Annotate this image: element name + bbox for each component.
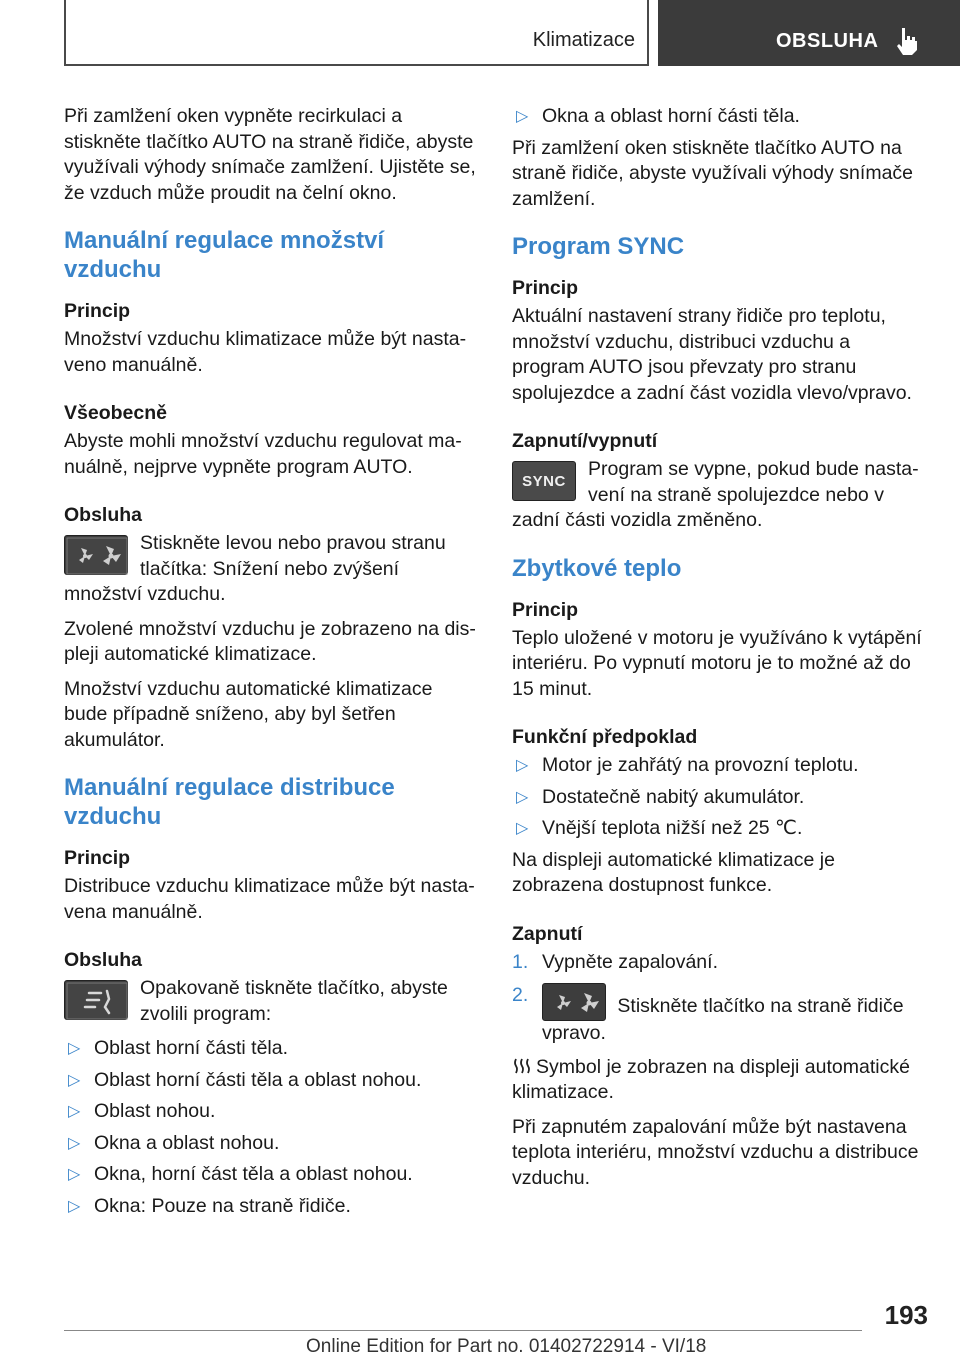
section-title-air-volume: Manuální regulace množství vzduchu	[64, 227, 385, 283]
subheading-princip: Princip	[64, 847, 131, 869]
list-item: ▷ Okna: Pouze na straně řidiče.	[64, 1194, 476, 1220]
step-number: 1.	[512, 950, 529, 973]
left-column	[64, 104, 476, 1225]
paragraph: Abyste mohli množství vzduchu regulovat manuálně, nejprve vypněte program AUTO.	[64, 430, 462, 478]
subheading-operation: Obsluha	[64, 949, 143, 971]
step-text: Stiskněte tlačítko na straně řidiče vpravo.	[542, 995, 904, 1044]
air-distribution-button-icon	[64, 980, 128, 1020]
intro-paragraph: Při zamlžení oken vypněte recirkulaci a stiskněte tlačítko AUTO na straně řidiče, abyste využívali výhody snímače zamlžení. Ujistěte se, že vzduch může proudit na čelní okno.	[64, 105, 476, 204]
paragraph: Na displeji automatické klimatizace je zobrazena dostupnost funkce.	[512, 848, 835, 896]
operation-row	[64, 531, 476, 608]
list-item: ▷ Okna a oblast horní části těla.	[512, 104, 924, 130]
list-item: ▷ Oblast horní části těla.	[64, 1036, 476, 1062]
sync-row	[512, 457, 924, 534]
header-section-title: Klimatizace	[532, 29, 635, 51]
list-item: ▷ Dostatečně nabitý akumulátor.	[512, 785, 924, 811]
paragraph: Program se vypne, pokud bude nastavení na straně spolujezdce nebo v zadní části vozidla změněno.	[512, 458, 919, 531]
step-item	[512, 950, 924, 976]
subheading-general: Všeobecně	[64, 402, 167, 424]
paragraph: Při zamlžení oken stiskněte tlačítko AUTO na straně řidiče, abyste využívali výhody snímače zamlžení.	[512, 136, 914, 210]
paragraph: Množství vzduchu automatické klimatizace bude případně sníženo, aby byl šetřen akumulátor.	[64, 677, 433, 751]
paragraph	[512, 1055, 924, 1106]
section-title-residual-heat: Zbytkové teplo	[512, 554, 682, 582]
edition-footer: Online Edition for Part no. 01402722914 - VI/18	[306, 1336, 707, 1357]
right-column	[512, 104, 924, 1200]
step-item	[512, 983, 924, 1047]
paragraph: Zvolené množství vzduchu je zobrazeno na displeji automatické klimatizace.	[64, 617, 476, 665]
paragraph: Distribuce vzduchu klimatizace může být nastavena manuálně.	[64, 875, 475, 923]
steps-list	[512, 950, 924, 1047]
fan-button-icon	[64, 535, 128, 575]
list-item: ▷ Okna, horní část těla a oblast nohou.	[64, 1162, 476, 1188]
heat-waves-icon	[512, 1057, 532, 1075]
header-section-box	[64, 0, 649, 66]
subheading-operation: Obsluha	[64, 504, 143, 526]
sync-button-icon	[512, 461, 576, 501]
fan-button-icon	[542, 983, 606, 1021]
paragraph: Stiskněte levou nebo pravou stranu tlačítka: Snížení nebo zvýšení množství vzduchu.	[64, 532, 446, 605]
subheading-switch-on: Zapnutí	[512, 922, 583, 945]
step-number: 2.	[512, 984, 529, 1006]
list-item: ▷ Oblast horní části těla a oblast nohou.	[64, 1068, 476, 1094]
subheading-requirements: Funkční předpoklad	[512, 726, 698, 748]
program-list-continued	[512, 104, 924, 130]
subheading-princip: Princip	[512, 277, 579, 299]
list-item: ▷ Okna a oblast nohou.	[64, 1131, 476, 1157]
pointing-hand-icon	[894, 26, 920, 56]
paragraph: Opakovaně tiskněte tlačítko, abyste zvolili program:	[140, 977, 448, 1025]
operation-row	[64, 976, 476, 1027]
list-item: ▷ Oblast nohou.	[64, 1099, 476, 1125]
list-item: ▷ Vnější teplota nižší než 25 ℃.	[512, 816, 924, 842]
section-title-sync: Program SYNC	[512, 233, 685, 260]
paragraph: Teplo uložené v motoru je využíváno k vytápění interiéru. Po vypnutí motoru je to možné až do 15 minut.	[512, 626, 922, 700]
program-list	[64, 1036, 476, 1219]
page-number: 193	[884, 1300, 928, 1330]
subheading-onoff: Zapnutí/vypnutí	[512, 430, 658, 452]
paragraph: Množství vzduchu klimatizace může být nastaveno manuálně.	[64, 328, 467, 376]
list-item: ▷ Motor je zahřátý na provozní teplotu.	[512, 753, 924, 779]
paragraph: Aktuální nastavení strany řidiče pro teplotu, množství vzduchu, distribuci vzduchu a program AUTO jsou převzaty pro stranu spolujezdce a zadní část vozidla vlevo/vpravo.	[512, 305, 912, 404]
sync-button-label: SYNC	[522, 472, 566, 490]
header-chapter-title: OBSLUHA	[776, 30, 879, 52]
step-text: Vypněte zapalování.	[542, 950, 718, 973]
section-title-air-distribution: Manuální regulace distribuce vzduchu	[64, 774, 395, 830]
footer-divider	[64, 1330, 862, 1331]
subheading-princip: Princip	[64, 300, 131, 322]
subheading-princip: Princip	[512, 598, 579, 621]
paragraph: Při zapnutém zapalování může být nastavena teplota interiéru, množství vzduchu a distribuce vzduchu.	[512, 1115, 919, 1189]
requirements-list	[512, 753, 924, 842]
symbol-text: Symbol je zobrazen na displeji automatické klimatizace.	[512, 1055, 910, 1103]
